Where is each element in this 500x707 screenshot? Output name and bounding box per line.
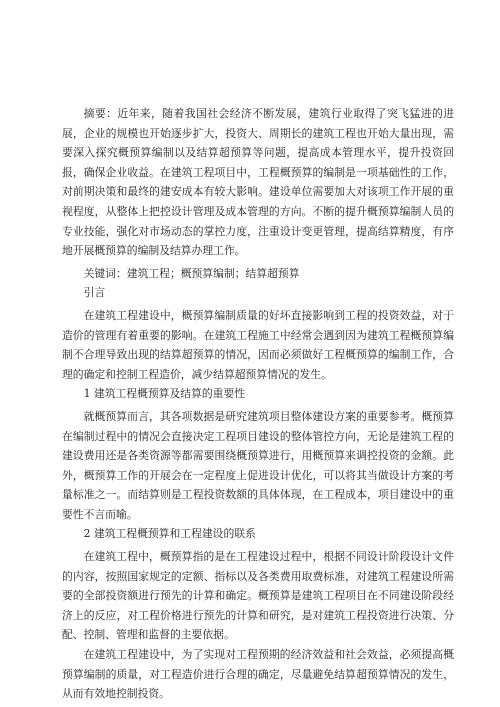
section2-heading: 2 建筑工程概预算和工程建设的联系 xyxy=(83,527,256,541)
intro-heading: 引言 xyxy=(83,286,106,300)
keywords-paragraph xyxy=(62,264,454,284)
section1-heading: 1 建筑工程概预算及结算的重要性 xyxy=(83,387,246,401)
keywords-text: 建筑工程；概预算编制；结算超预算 xyxy=(126,266,300,280)
section2-paragraph-2: 在建筑工程建设中，为了实现对工程预期的经济效益和社会效益，必须提高概预算编制的质量，对工程造价进行合理的确定，尽量避免结算超预算情况的发生，从而有效地控制投资。 xyxy=(62,648,454,701)
section2-paragraph-1: 在建筑工程中，概预算指的是在工程建设过程中，根据不同设计阶段设计文件的内容，按照国家规定的定额、指标以及各类费用取费标准，对建筑工程建设所需要的全部投资额进行预先的计算和确定。概预算是建筑工程项目在不同建设阶段经济上的反应，对工程价格进行预先的计算和研究，是对建筑工程投资进行决策、分配、控制、管理和监督的主要依据。 xyxy=(62,550,454,642)
abstract-text: 近年来，随着我国社会经济不断发展，建筑行业取得了突飞猛进的进展，企业的规模也开始逐步扩大，投资大、周期长的建筑工程也开始大量出现，需要深入探究概预算编制以及结算超预算等问题，提高成本管理水平，提升投资回报，确保企业收益。在建筑工程项目中，工程概预算的编制是一项基础性的工作，对前期决策和最终的建安成本有较大影响。建设单位需要加大对该项工作开展的重视程度，从整体上把控设计管理及成本管理的方向。不断的提升概预算编制人员的专业技能，强化对市场动态的掌控力度，注重设计变更管理，提高结算精度，有序地开展概预算的编制及结算办理工作。 xyxy=(62,107,455,258)
keywords-label: 关键词： xyxy=(83,266,127,280)
intro-paragraph: 在建筑工程建设中，概预算编制质量的好坏直接影响到工程的投资效益，对于造价的管理有着重要的影响。在建筑工程施工中经常会遇到因为建筑工程概预算编制不合理导致出现的结算超预算的情况，因而必须做好工程概预算的编制工作，合理的确定和控制工程造价，减少结算超预算情况的发生。 xyxy=(62,308,454,381)
document-page xyxy=(62,104,454,704)
abstract-paragraph xyxy=(62,104,454,261)
abstract-label: 摘要： xyxy=(83,107,118,120)
section1-paragraph: 就概预算而言，其各项数据是研究建筑项目整体建设方案的重要参考。概预算在编制过程中的情况会直接决定工程项目建设的整体管控方向，无论是建筑工程的建设费用还是各类资源等都需要围绕概预算进行，用概预算来调控投资的金额。此外，概预算工作的开展会在一定程度上促进设计优化，可以将其当做设计方案的考量标准之一。而结算则是工程投资数额的具体体现，在工程成本，项目建设中的重要性不言而喻。 xyxy=(62,409,454,521)
